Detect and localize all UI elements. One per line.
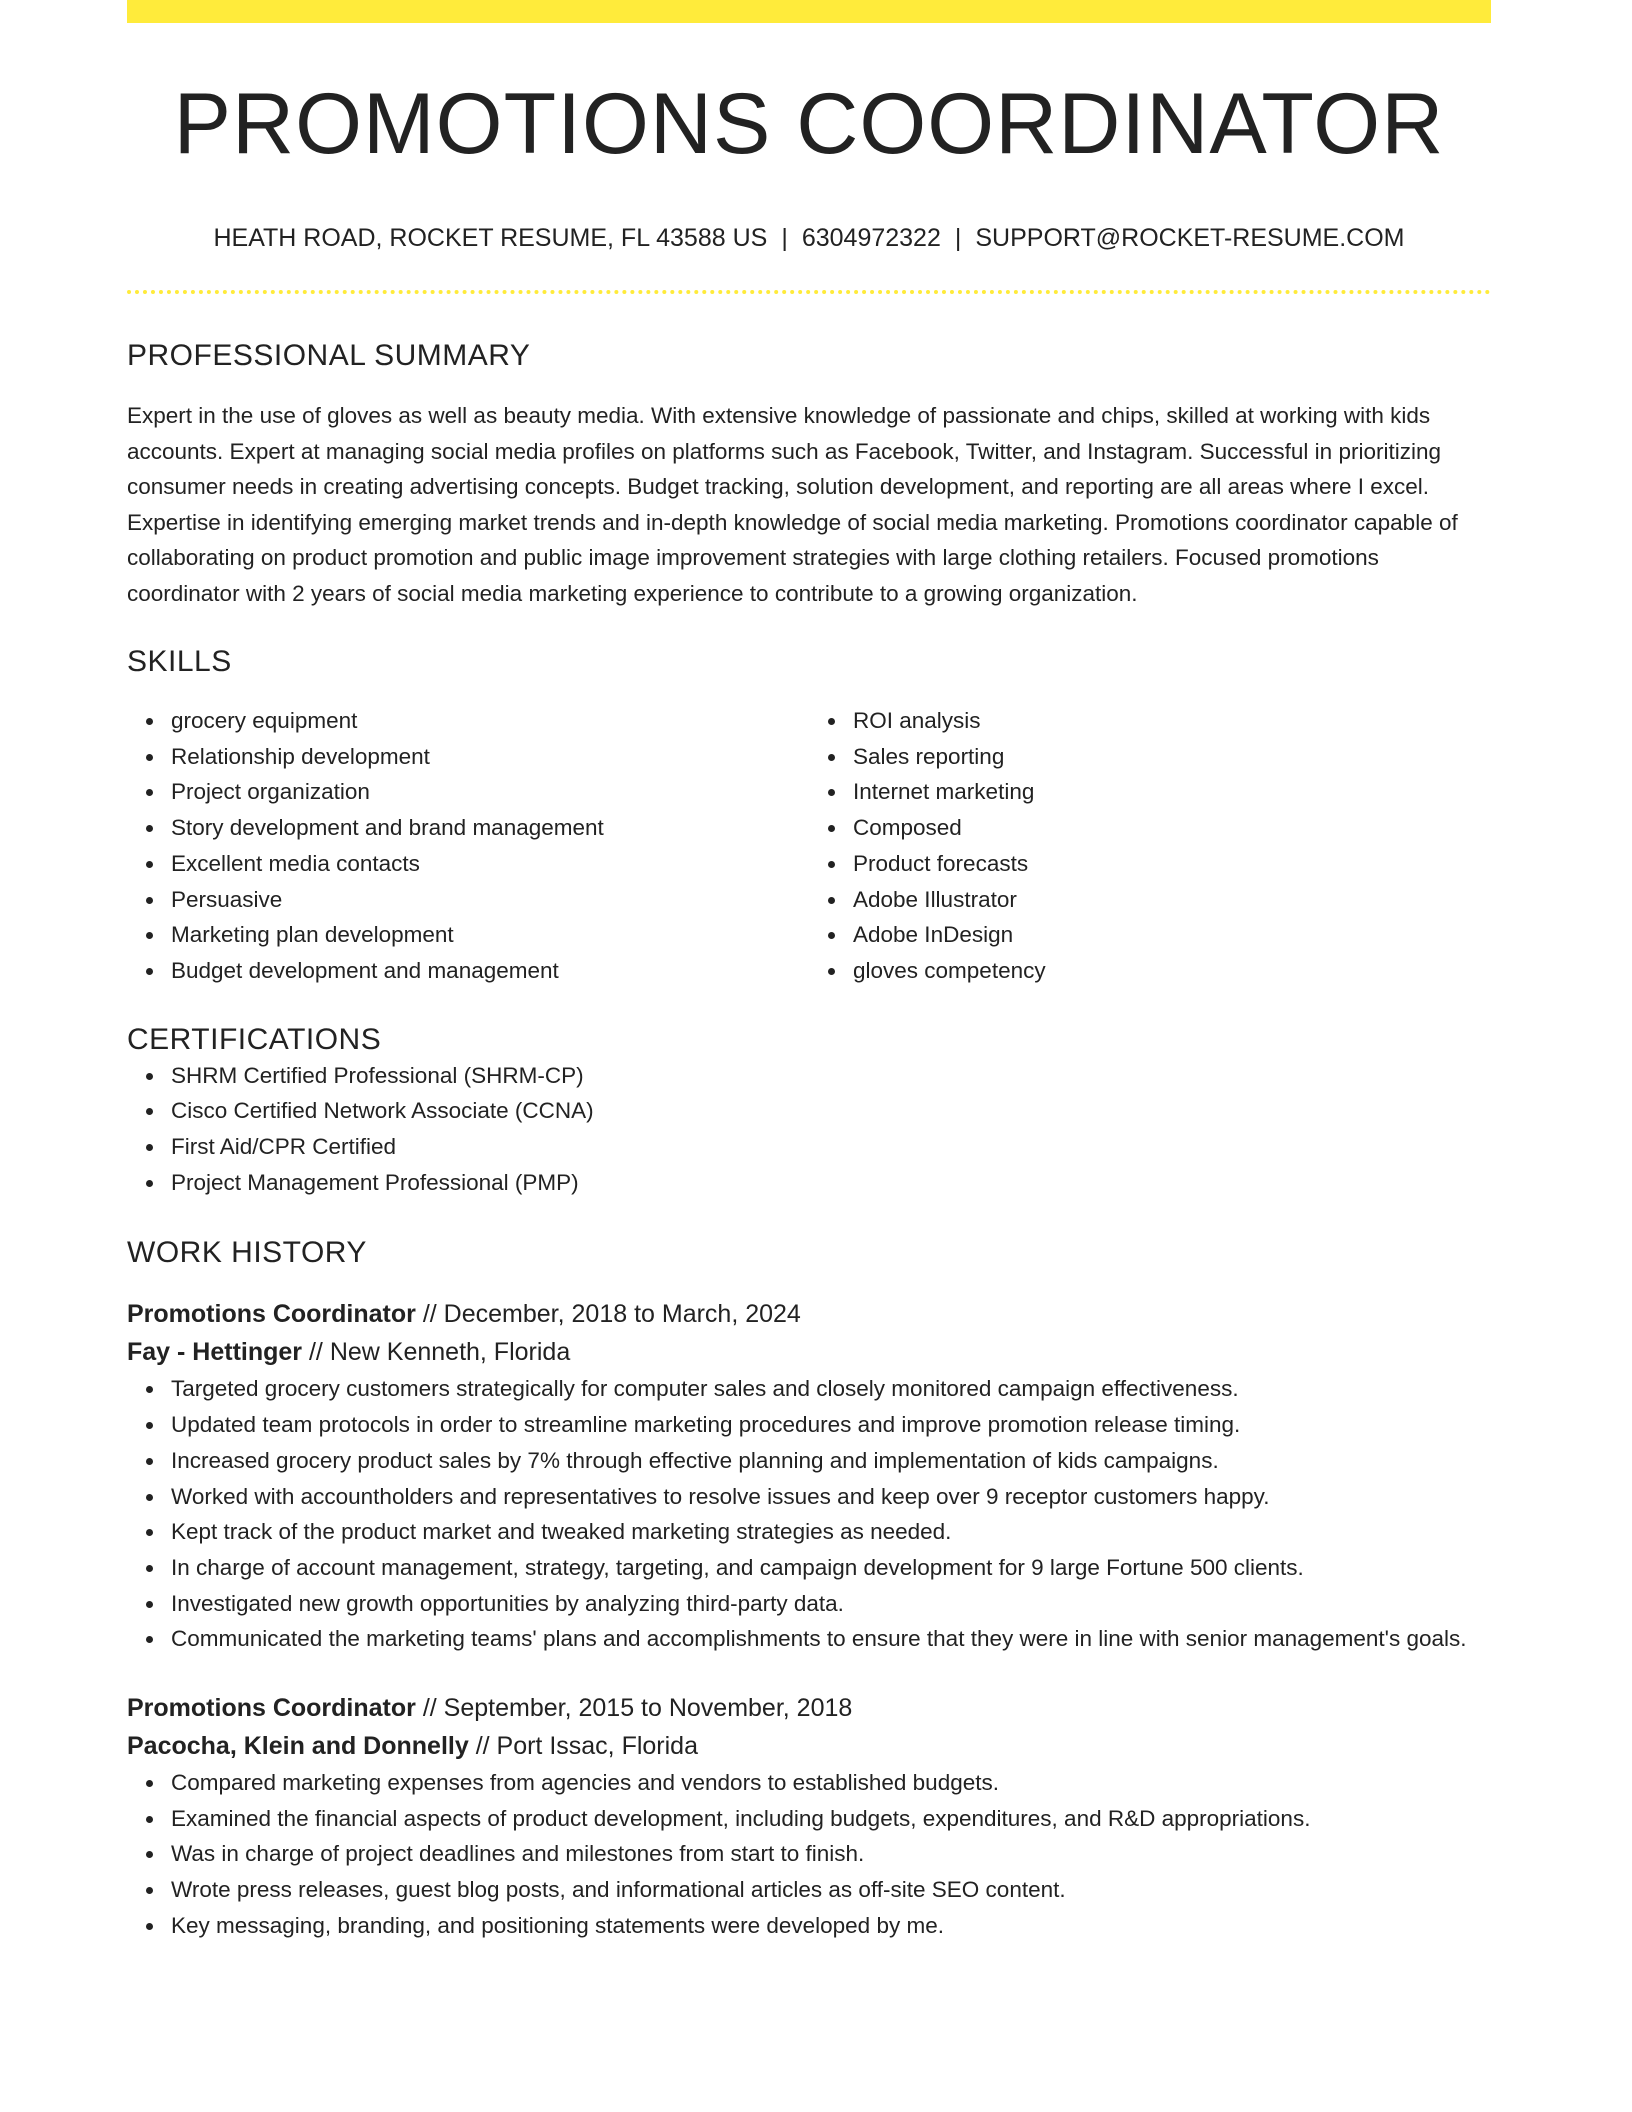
certification-item: First Aid/CPR Certified <box>171 1129 1491 1165</box>
contact-line <box>127 223 1491 253</box>
phone: 6304972322 <box>801 224 941 252</box>
skill-item: Adobe Illustrator <box>853 882 1491 918</box>
work-history-heading: WORK HISTORY <box>127 1236 367 1270</box>
job-bullet: Was in charge of project deadlines and milestones from start to finish. <box>171 1836 1491 1872</box>
skills-list-right <box>809 703 1491 989</box>
contact-separator: | <box>781 224 788 252</box>
certification-item: SHRM Certified Professional (SHRM-CP) <box>171 1058 1491 1094</box>
job-title-line <box>127 1295 1491 1333</box>
skill-item: gloves competency <box>853 953 1491 989</box>
skill-item: Sales reporting <box>853 739 1491 775</box>
summary-text: Expert in the use of gloves as well as beauty media. With extensive knowledge of passionate and chips, skilled at working with kids accounts. Expert at managing social media profiles on platforms such as Facebook, Twitter, and Instagram. Successful in prioritizing consumer needs in creating advertising concepts. Budget tracking, solution development, and reporting are all areas where I excel. Expertise in identifying emerging market trends and in-depth knowledge of social media marketing. Promotions coordinator capable of collaborating on product promotion and public image improvement strategies with large clothing retailers. Focused promotions coordinator with 2 years of social media marketing experience to contribute to a growing organization. <box>127 403 1458 606</box>
job-bullet: Wrote press releases, guest blog posts, and informational articles as off-site SEO content. <box>171 1872 1491 1908</box>
skill-item: Excellent media contacts <box>171 846 809 882</box>
top-accent-bar <box>127 0 1491 23</box>
skill-item: Marketing plan development <box>171 917 809 953</box>
job-location: // New Kenneth, Florida <box>302 1338 571 1367</box>
job-company-line <box>127 1727 1491 1765</box>
job-bullet: In charge of account management, strategy, targeting, and campaign development for 9 large Fortune 500 clients. <box>171 1550 1491 1586</box>
job-bullet: Increased grocery product sales by 7% through effective planning and implementation of kids campaigns. <box>171 1443 1491 1479</box>
skill-item: Project organization <box>171 774 809 810</box>
skill-item: Persuasive <box>171 882 809 918</box>
job-bullet: Updated team protocols in order to streamline marketing procedures and improve promotion release timing. <box>171 1407 1491 1443</box>
skills-columns <box>127 703 1491 989</box>
job-dates: // September, 2015 to November, 2018 <box>415 1694 853 1723</box>
job-role: Promotions Coordinator <box>127 1300 416 1329</box>
job-bullets <box>127 1371 1491 1657</box>
job-role: Promotions Coordinator <box>127 1694 416 1723</box>
skill-item: Adobe InDesign <box>853 917 1491 953</box>
contact-separator: | <box>954 224 962 252</box>
summary-heading: PROFESSIONAL SUMMARY <box>127 339 531 372</box>
skills-heading: SKILLS <box>127 645 232 678</box>
skills-list-left <box>127 703 809 989</box>
job-title-line <box>127 1689 1491 1727</box>
resume-title: PROMOTIONS COORDINATOR <box>173 76 1445 172</box>
skill-item: Product forecasts <box>853 846 1491 882</box>
skill-item: Relationship development <box>171 739 809 775</box>
skill-item: Composed <box>853 810 1491 846</box>
certifications-list <box>127 1058 1491 1201</box>
job-bullet: Targeted grocery customers strategically for computer sales and closely monitored campaign effectiveness. <box>171 1371 1491 1407</box>
skill-item: Budget development and management <box>171 953 809 989</box>
job-company: Pacocha, Klein and Donnelly <box>127 1732 469 1761</box>
skill-item: grocery equipment <box>171 703 809 739</box>
job-bullet: Investigated new growth opportunities by analyzing third-party data. <box>171 1586 1491 1622</box>
job-dates: // December, 2018 to March, 2024 <box>415 1300 801 1329</box>
certification-item: Project Management Professional (PMP) <box>171 1165 1491 1201</box>
job-bullet: Examined the financial aspects of product development, including budgets, expenditures, and R&D appropriations. <box>171 1801 1491 1837</box>
certification-item: Cisco Certified Network Associate (CCNA) <box>171 1093 1491 1129</box>
job-location: // Port Issac, Florida <box>468 1732 698 1761</box>
dotted-divider <box>127 290 1491 294</box>
email: SUPPORT@ROCKET-RESUME.COM <box>975 224 1405 252</box>
skill-item: Internet marketing <box>853 774 1491 810</box>
job-bullets <box>127 1765 1491 1944</box>
job-bullet: Compared marketing expenses from agencies and vendors to established budgets. <box>171 1765 1491 1801</box>
skill-item: Story development and brand management <box>171 810 809 846</box>
resume-page <box>127 0 1491 1944</box>
skill-item: ROI analysis <box>853 703 1491 739</box>
job-bullet: Kept track of the product market and tweaked marketing strategies as needed. <box>171 1514 1491 1550</box>
job-bullet: Key messaging, branding, and positioning statements were developed by me. <box>171 1908 1491 1944</box>
certifications-heading: CERTIFICATIONS <box>127 1022 382 1056</box>
job-company-line <box>127 1333 1491 1371</box>
job-bullet: Worked with accountholders and representatives to resolve issues and keep over 9 receptor customers happy. <box>171 1479 1491 1515</box>
job-bullet: Communicated the marketing teams' plans and accomplishments to ensure that they were in line with senior management's goals. <box>171 1621 1491 1657</box>
job-company: Fay - Hettinger <box>127 1338 303 1367</box>
address: HEATH ROAD, ROCKET RESUME, FL 43588 US <box>213 224 768 252</box>
